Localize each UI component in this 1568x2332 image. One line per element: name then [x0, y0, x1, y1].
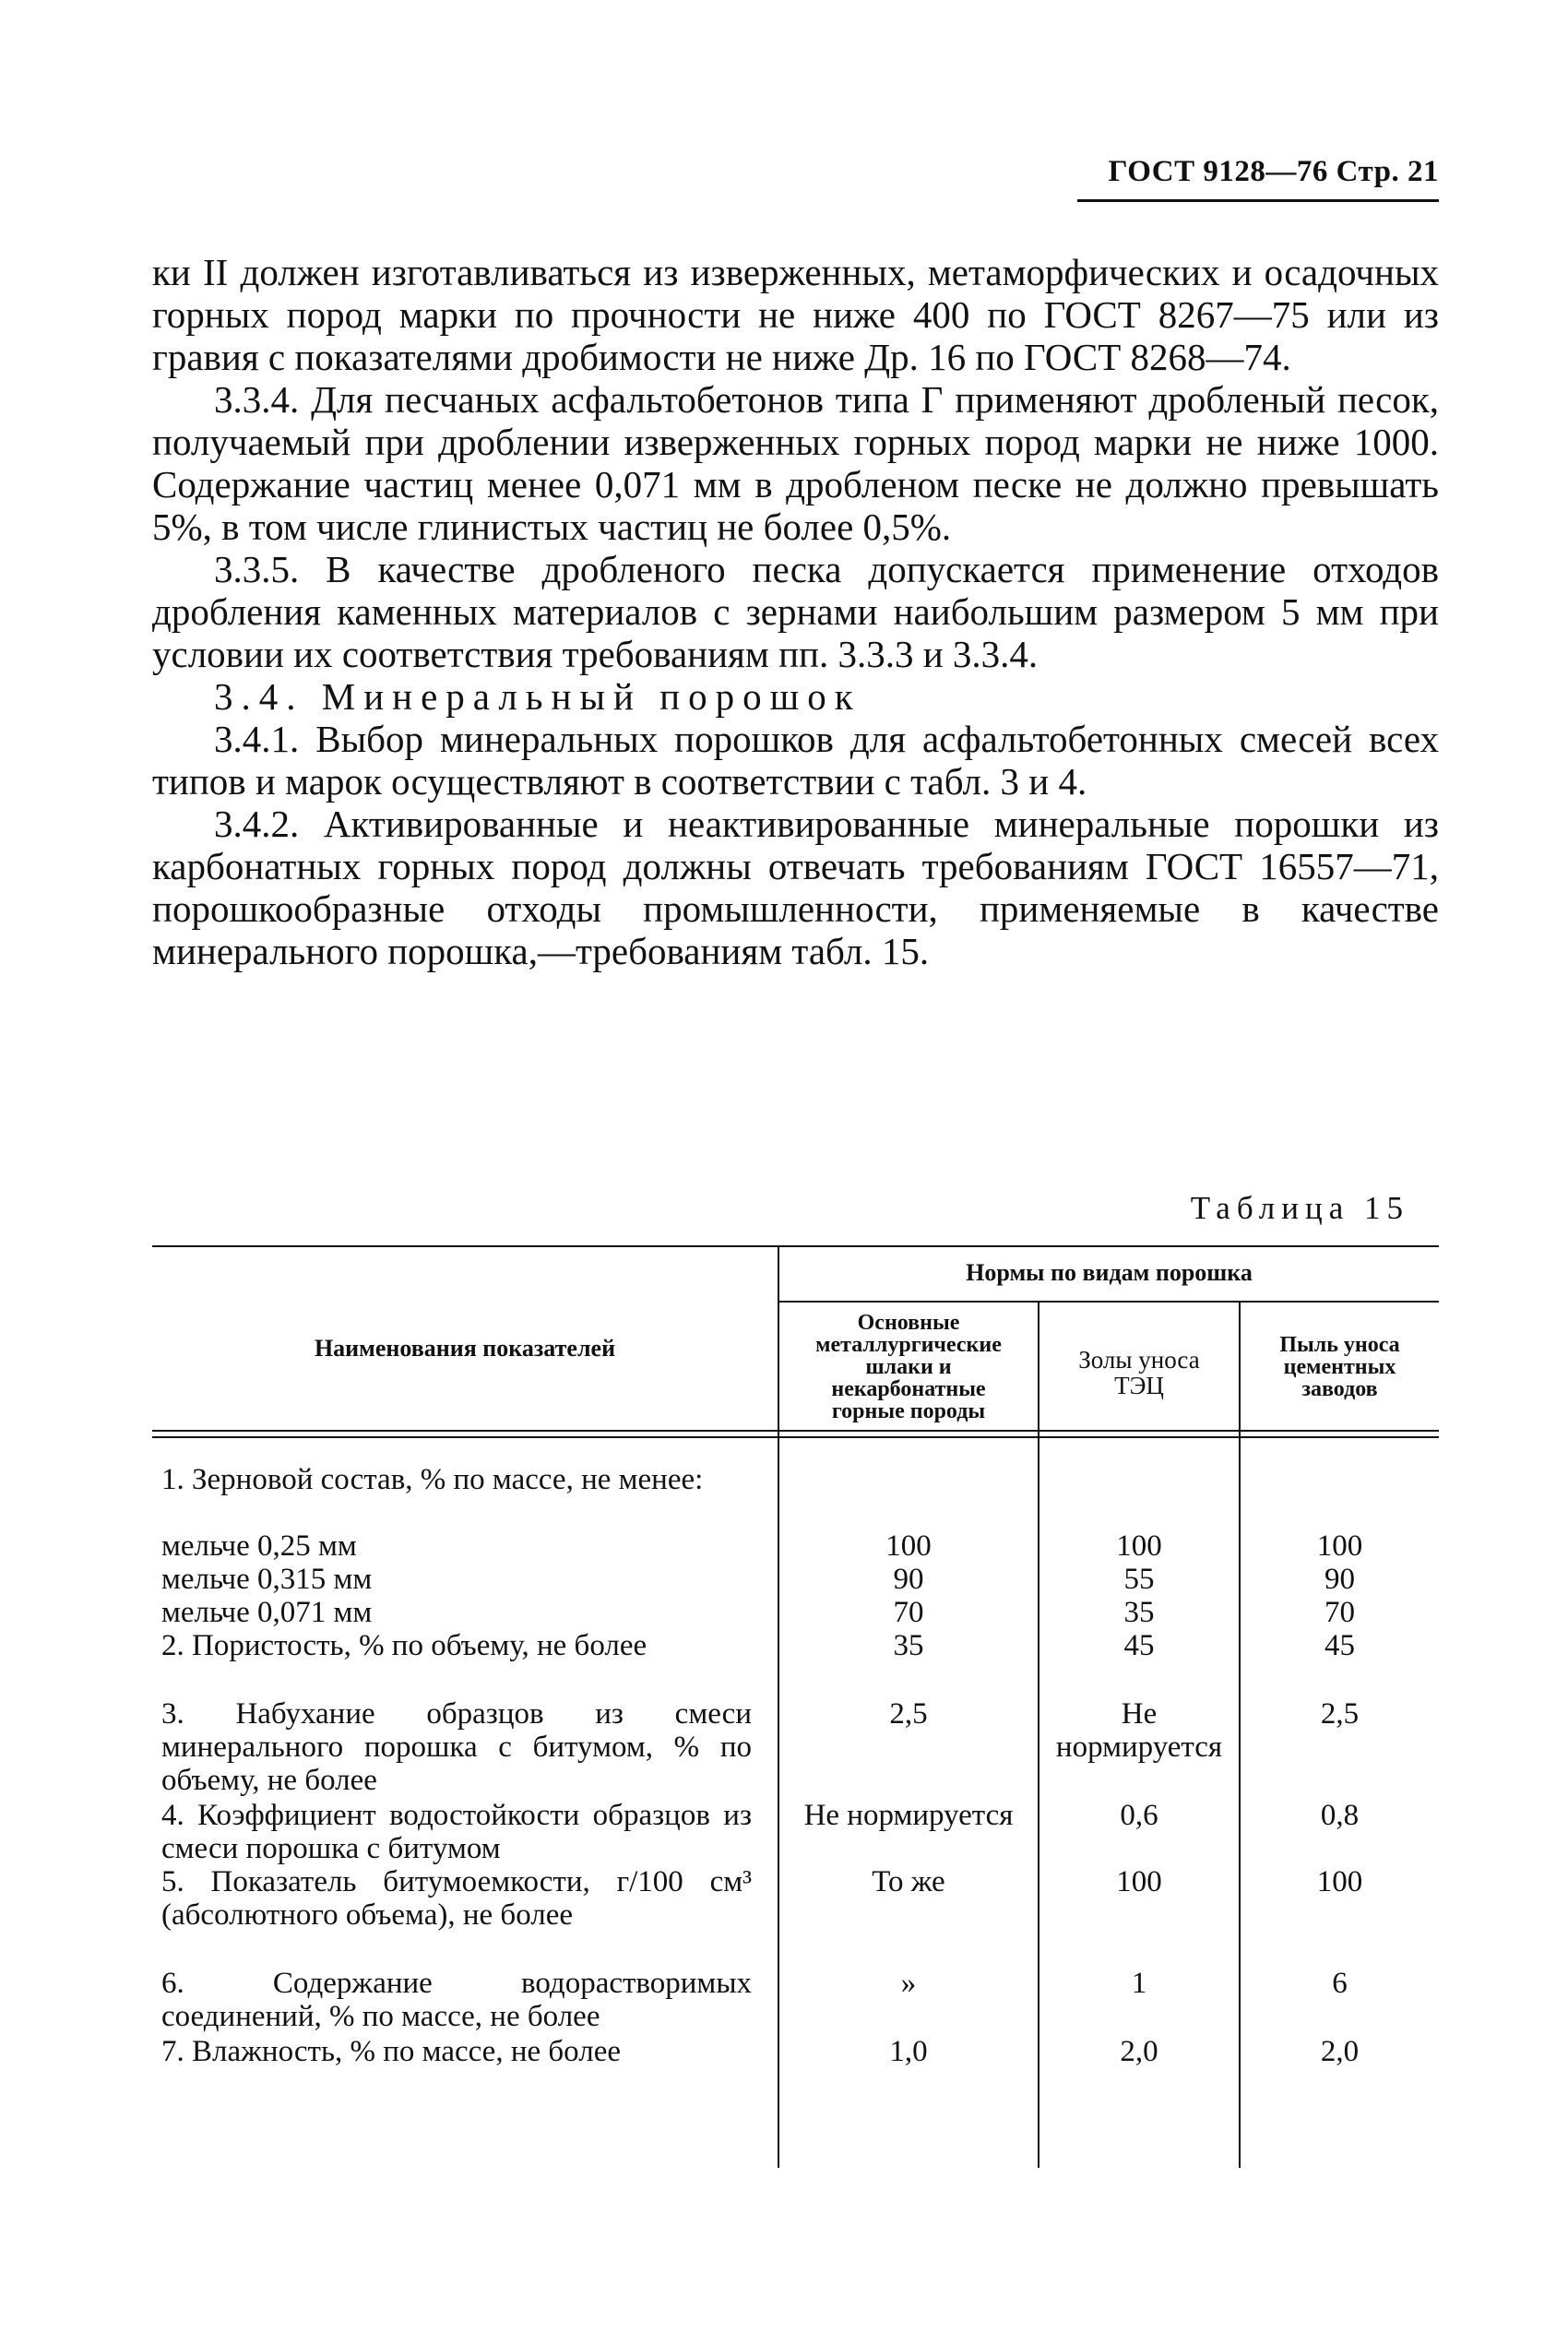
row-label: мельче 0,25 мм [161, 1529, 357, 1563]
row-label: 2. Пористость, % по объему, не более [161, 1629, 647, 1662]
cell-slag: 70 [893, 1596, 924, 1629]
cell-slag: Не нормируется [803, 1799, 1014, 1832]
cell-cement-dust: 2,5 [1320, 1697, 1360, 1731]
header-bottom-rule-1 [152, 1430, 1439, 1432]
cell-slag: 90 [893, 1563, 924, 1596]
row-label: 3. Набухание образцов из смеси минерального порошка с битумом, % по объему, не более [161, 1697, 752, 1797]
group-header-rule [779, 1301, 1439, 1303]
cell-slag: 100 [885, 1529, 932, 1563]
cell-fly-ash: 0,6 [1120, 1799, 1158, 1832]
paragraph-3-4-1: 3.4.1. Выбор минеральных порошков для асфальтобетонных смесей всех типов и марок осуществляют в соответствии с табл. 3 и 4. [152, 718, 1439, 803]
page-header: ГОСТ 9128—76 Стр. 21 [1108, 155, 1439, 188]
row-label: мельче 0,315 мм [161, 1563, 373, 1596]
cell-slag: 1,0 [889, 2035, 928, 2068]
header-bottom-rule-2 [152, 1436, 1439, 1438]
cell-slag: 35 [893, 1629, 924, 1662]
cell-cement-dust: 90 [1324, 1563, 1355, 1596]
cell-fly-ash: 45 [1123, 1629, 1155, 1662]
cell-cement-dust: 45 [1324, 1629, 1355, 1662]
row-label: 7. Влажность, % по массе, не более [161, 2035, 621, 2068]
col-header-slag: Основные металлургические шлаки и некарбонатные горные породы [815, 1311, 1002, 1423]
cell-cement-dust: 70 [1324, 1596, 1355, 1629]
cell-slag: 2,5 [889, 1697, 928, 1731]
cell-cement-dust: 6 [1332, 1967, 1348, 2000]
cell-slag: » [900, 1967, 917, 2000]
cell-fly-ash: 2,0 [1120, 2035, 1158, 2068]
row-label: мельче 0,071 мм [161, 1596, 373, 1629]
cell-cement-dust: 0,8 [1320, 1799, 1360, 1832]
label-column-header: Наименования показателей [314, 1335, 616, 1362]
row-label: 6. Содержание водорастворимых соединений, % по массе, не более [161, 1967, 752, 2033]
header-rule [1077, 199, 1439, 202]
cell-cement-dust: 100 [1316, 1529, 1363, 1563]
body-text [152, 251, 1439, 972]
table-top-rule [152, 1245, 1439, 1247]
group-header: Нормы по видам порошка [966, 1259, 1253, 1286]
table-caption: Таблица 15 [1190, 1190, 1409, 1226]
row-label: 5. Показатель битумоемкости, г/100 см³ (абсолютного объема), не более [161, 1865, 752, 1932]
cell-slag: То же [872, 1865, 945, 1898]
cell-fly-ash: 1 [1131, 1967, 1147, 2000]
paragraph-continuation: ки II должен изготавливаться из изверженных, метаморфических и осадочных горных пород марки по прочности не ниже 400 по ГОСТ 8267—75 или из гравия с показателями дробимости не ниже Др. 16 по ГОСТ 8268—74. [152, 251, 1439, 378]
paragraph-3-3-4: 3.3.4. Для песчаных асфальтобетонов типа Г применяют дробленый песок, получаемый при дроблении изверженных горных пород марки не ниже 1000. Содержание частиц менее 0,071 мм в дробленом песке не должно превышать 5%, в том числе глинистых частиц не более 0,5%. [152, 378, 1439, 548]
row-label: 1. Зерновой состав, % по массе, не менее: [161, 1463, 704, 1496]
row-label: 4. Коэффициент водостойкости образцов из смеси порошка с битумом [161, 1799, 752, 1865]
cell-fly-ash: 55 [1123, 1563, 1155, 1596]
section-heading-3-4: 3.4. Минеральный порошок [214, 675, 861, 718]
col-header-fly-ash: Золы уноса ТЭЦ [1078, 1346, 1200, 1399]
table-15 [152, 1245, 1439, 2168]
cell-fly-ash: 100 [1116, 1529, 1162, 1563]
cell-fly-ash: Не нормируется [1055, 1697, 1223, 1764]
cell-cement-dust: 2,0 [1320, 2035, 1360, 2068]
cell-fly-ash: 35 [1123, 1596, 1155, 1629]
paragraph-3-4-2: 3.4.2. Активированные и неактивированные минеральные порошки из карбонатных горных пород должны отвечать требованиям ГОСТ 16557—71, порошкообразные отходы промышленности, применяемые в качестве минерального порошка,—требованиям табл. 15. [152, 803, 1439, 972]
cell-cement-dust: 100 [1316, 1865, 1363, 1898]
cell-fly-ash: 100 [1116, 1865, 1162, 1898]
col-header-cement-dust: Пыль уноса цементных заводов [1279, 1333, 1400, 1401]
paragraph-3-3-5: 3.3.5. В качестве дробленого песка допускается применение отходов дробления каменных материалов с зернами наибольшим размером 5 мм при условии их соответствия требованиям пп. 3.3.3 и 3.3.4. [152, 548, 1439, 675]
